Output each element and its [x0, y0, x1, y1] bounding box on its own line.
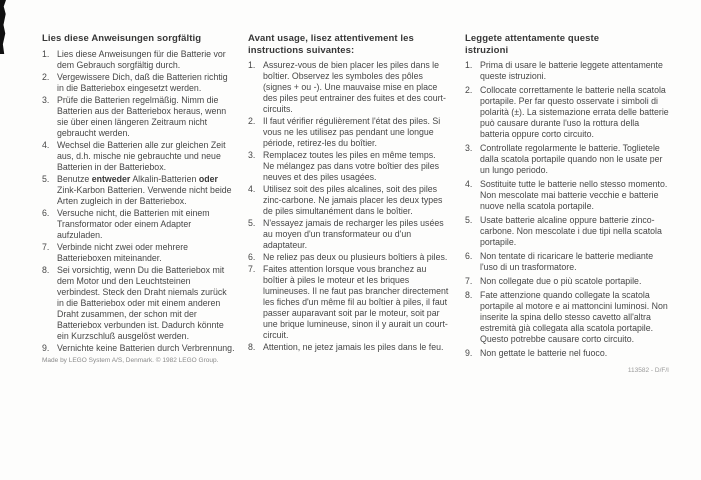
item-number: 6. — [248, 252, 256, 262]
list-item — [42, 95, 235, 139]
list-item — [465, 60, 669, 82]
item-number: 5. — [465, 215, 473, 225]
item-number: 3. — [465, 143, 473, 153]
item-text: Remplacez toutes les piles en même temps. Ne mélangez pas dans votre boîtier des piles neuves et des piles usagées. — [263, 150, 440, 182]
column-heading: Avant usage, lisez attentivement les instructions suivantes: — [248, 33, 414, 56]
list-item — [42, 174, 235, 207]
scan-edge-artifact — [0, 0, 6, 54]
column-italian — [465, 33, 669, 375]
list-item — [465, 215, 669, 248]
item-number: 4. — [42, 139, 50, 150]
item-number: 6. — [42, 207, 50, 218]
item-number: 7. — [248, 264, 256, 274]
item-number: 8. — [465, 290, 473, 300]
item-text: Non collegate due o più scatole portapile. — [480, 276, 642, 286]
item-number: 5. — [42, 173, 50, 184]
item-text: Non tentate di ricaricare le batterie mediante l'uso di un trasformatore. — [480, 251, 654, 272]
column-list — [42, 49, 235, 354]
column-heading: Leggete attentamente queste istruzioni — [465, 33, 600, 56]
list-item — [465, 251, 669, 273]
item-text: Wechsel die Batterien alle zur gleichen Zeit aus, d.h. mische nie gebrauchte und neue Batterien in der Batteriebox. — [57, 139, 226, 172]
list-item — [248, 252, 449, 263]
item-text: Vernichte keine Batterien durch Verbrennung. — [57, 342, 235, 353]
item-text: Versuche nicht, die Batterien mit einem Transformator oder einem Adapter aufzuladen. — [57, 207, 210, 240]
list-item — [465, 276, 669, 287]
item-text: Sostituite tutte le batterie nello stesso momento. Non mescolate mai batterie vecchie e batterie nuove nella scatola portapile. — [480, 179, 668, 211]
item-number: 2. — [42, 71, 50, 82]
item-text: Collocate correttamente le batterie nella scatola portapile. Per far questo osservate i simboli di polarità (±). La sistemazione errata delle batterie può causare durante l'uso la rottura della batteria oppure corto circuito. — [480, 85, 669, 139]
column-german — [42, 33, 235, 365]
list-item — [42, 208, 235, 241]
item-number: 6. — [465, 251, 473, 261]
item-number: 1. — [248, 60, 256, 70]
item-number: 8. — [248, 342, 256, 352]
column-list — [465, 60, 669, 359]
item-text: N'essayez jamais de recharger les piles usées au moyen d'un transformateur ou d'un adaptateur. — [263, 218, 444, 250]
item-number: 8. — [42, 264, 50, 275]
list-item — [248, 264, 449, 341]
item-text: Usate batterie alcaline oppure batterie zinco-carbone. Non mescolate i due tipi nella scatola portapile. — [480, 215, 662, 247]
list-item — [465, 179, 669, 212]
item-number: 2. — [465, 85, 473, 95]
item-text: Faites attention lorsque vous branchez au boîtier à piles le moteur et les briques lumineuses. Il ne faut pas brancher directement les fiches d'un même fil au boîtier à piles, il faut passer auparavant soit par le moteur, soit par une brique lumineuse, sinon il y aurait un court-circuit. — [263, 264, 449, 340]
list-item — [42, 140, 235, 173]
column-list — [248, 60, 449, 353]
item-text: Non gettate le batterie nel fuoco. — [480, 348, 608, 358]
item-number: 9. — [42, 342, 50, 353]
item-text: Il faut vérifier régulièrement l'état des piles. Si vous ne les utilisez pas pendant une longue période, retirez-les du boîtier. — [263, 116, 441, 148]
list-item — [42, 265, 235, 342]
item-number: 3. — [42, 94, 50, 105]
item-text: Vergewissere Dich, daß die Batterien richtig in die Batteriebox eingesetzt werden. — [57, 71, 228, 93]
item-number: 1. — [42, 48, 50, 59]
item-number: 3. — [248, 150, 256, 160]
item-number: 4. — [465, 179, 473, 189]
column-french — [248, 33, 449, 354]
item-number: 9. — [465, 348, 473, 358]
item-text: Fate attenzione quando collegate la scatola portapile al motore e ai mattoncini luminosi. Non inserite la spina dello stesso cavetto all'altra estremità già collegata alla scatola portapile. Questo potrebbe causare corto circuito. — [480, 290, 668, 344]
list-item — [465, 85, 669, 140]
list-item — [248, 184, 449, 217]
list-item — [248, 116, 449, 149]
item-text: Assurez-vous de bien placer les piles dans le boîtier. Observez les symboles des pôles (signes + ou -). Une mauvaise mise en place des piles peut entrainer des fuites et des court-circuits. — [263, 60, 446, 114]
item-text: Lies diese Anweisungen für die Batterie vor dem Gebrauch sorgfältig durch. — [57, 48, 226, 70]
list-item — [42, 242, 235, 264]
list-item — [248, 218, 449, 251]
item-text: Benutze entweder Alkalin-Batterien oder Zink-Karbon Batterien. Verwende nicht beide Arten zugleich in der Batteriebox. — [57, 173, 232, 206]
list-item — [465, 290, 669, 345]
item-text: Prüfe die Batterien regelmäßig. Nimm die Batterien aus der Batteriebox heraus, wenn sie über einen längeren Zeitraum nicht gebraucht werden. — [57, 94, 227, 138]
copyright-footer: Made by LEGO System A/S, Denmark. © 1982 LEGO Group. — [42, 356, 219, 364]
list-item — [248, 60, 449, 115]
item-text: Ne reliez pas deux ou plusieurs boîtiers à piles. — [263, 252, 448, 262]
item-text: Controllate regolarmente le batterie. Toglietele dalla scatola portapile quando non le usate per un lungo periodo. — [480, 143, 663, 175]
list-item — [248, 150, 449, 183]
item-number: 7. — [465, 276, 473, 286]
list-item — [465, 348, 669, 359]
item-text: Utilisez soit des piles alcalines, soit des piles zinc-carbone. Ne jamais placer les deux types de piles simultanément dans le boîtier. — [263, 184, 443, 216]
item-text: Verbinde nicht zwei oder mehrere Batterieboxen miteinander. — [57, 241, 189, 263]
list-item — [42, 72, 235, 94]
item-number: 1. — [465, 60, 473, 70]
item-number: 4. — [248, 184, 256, 194]
column-heading: Lies diese Anweisungen sorgfältig — [42, 33, 202, 44]
item-number: 5. — [248, 218, 256, 228]
item-number-footer: 113582 - D/F/I — [627, 367, 669, 374]
item-text: Attention, ne jetez jamais les piles dans le feu. — [263, 342, 444, 352]
item-text: Sei vorsichtig, wenn Du die Batteriebox mit dem Motor und den Leuchtsteinen verbindest. Steck den Draht niemals zurück in die Batteriebox oder mit einem anderen Draht zusammen, der schon mit der Batteriebox verbunden ist. Dadurch könnte ein Kurzschluß ausgelöst werden. — [57, 264, 227, 341]
item-number: 7. — [42, 241, 50, 252]
list-item — [248, 342, 449, 353]
item-number: 2. — [248, 116, 256, 126]
list-item — [42, 49, 235, 71]
item-text: Prima di usare le batterie leggete attentamente queste istruzioni. — [480, 60, 663, 81]
list-item — [465, 143, 669, 176]
list-item — [42, 343, 235, 354]
